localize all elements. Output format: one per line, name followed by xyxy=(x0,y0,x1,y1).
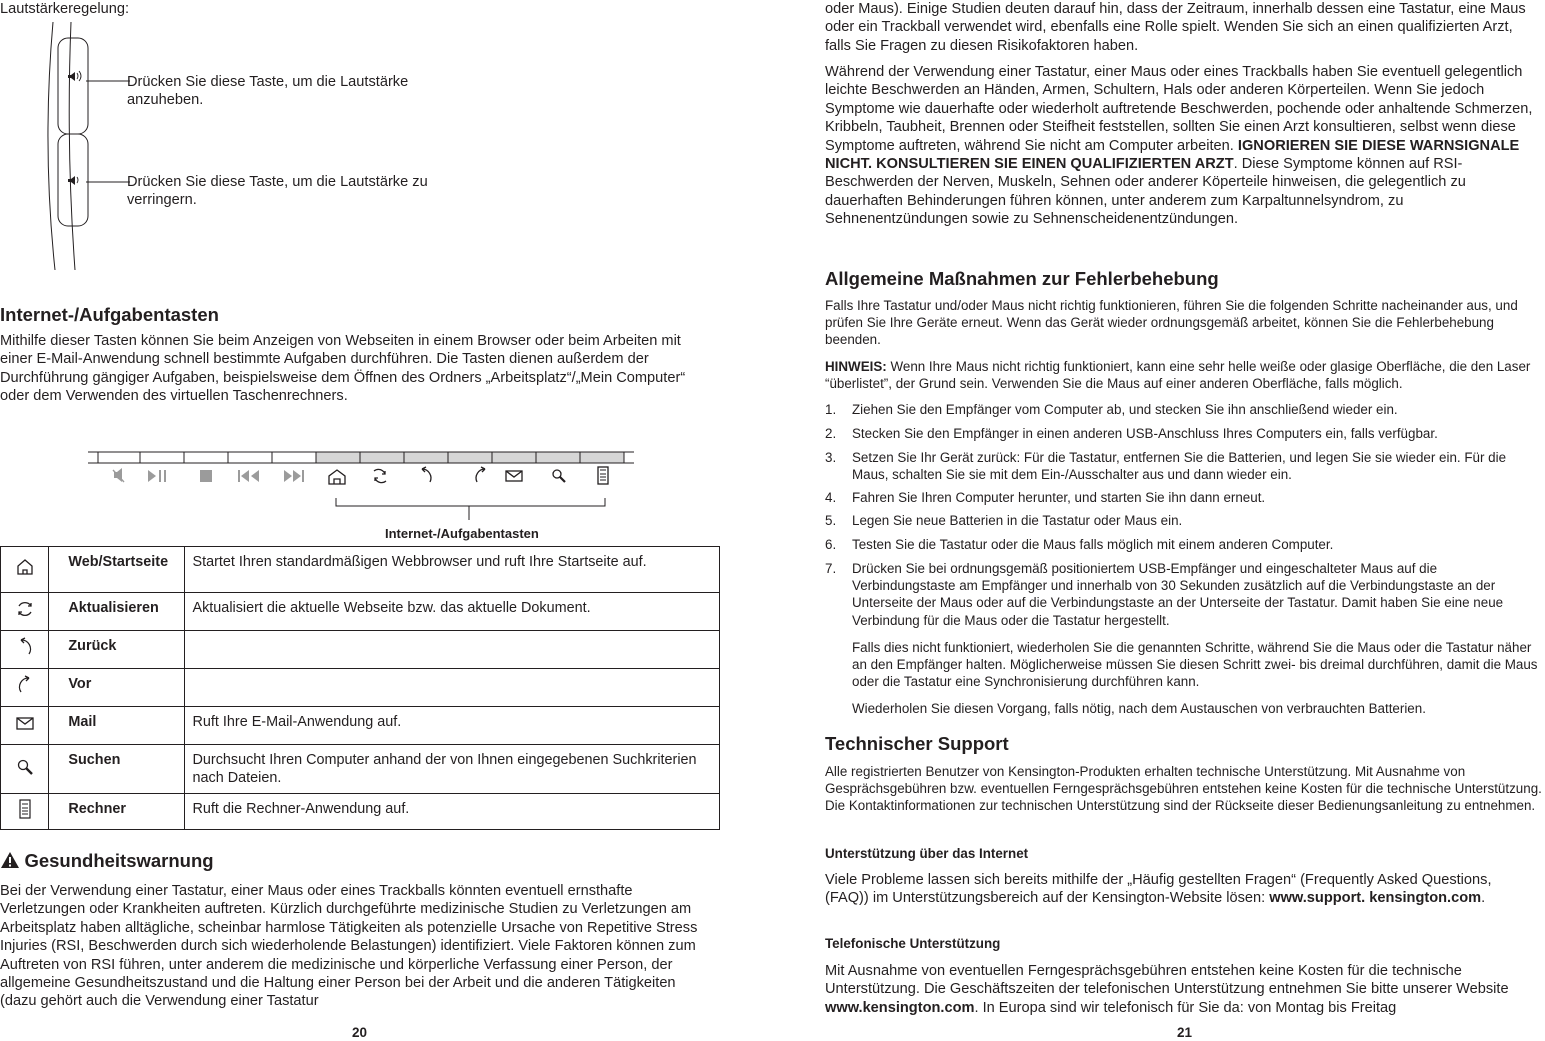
table-key-desc: Aktualisiert die aktuelle Webseite bzw. das aktuelle Dokument. xyxy=(184,593,719,631)
warning-signs-text: Während der Verwendung einer Tastatur, einer Maus oder eines Trackballs haben Sie eventuell gelegentlich leichte Beschwerden an Händen, Armen, Schultern, Hals oder anderen Körperteilen. Wenn Sie jedoch Symptome wie dauerhafte oder wiederholt auftretende Beschwerden, pochende oder anhaltende Schmerzen, Kribbeln, Taubheit, Brennen oder Steifheit feststellen, sollten Sie einen Arzt konsultieren, selbst wenn diese Symptome auftreten, während Sie nicht am Computer arbeiten. IGNORIEREN SIE DIESE WARNSIGNALE NICHT. KONSULTIEREN SIE EINEN QUALIFIZIERTEN ARZT. Diese Symptome können auf RSI-Beschwerden der Nerven, Muskeln, Sehnen oder anderer Köperteile hinweisen, die gelegentlich zu dauerhaften Behinderungen führen können, unter anderem zum Karpaltunnelsyndrom, zu Sehnenentzündungen sowie zu Sehnenscheidenentzündungen. xyxy=(825,64,1533,228)
table-row xyxy=(1,707,720,745)
table-key-desc xyxy=(184,669,719,707)
support-heading: Technischer Support xyxy=(825,733,1009,754)
table-row xyxy=(1,669,720,707)
troubleshooting-heading: Allgemeine Maßnahmen zur Fehlerbehebung xyxy=(825,268,1219,289)
table-key-desc xyxy=(184,631,719,669)
refresh-icon xyxy=(374,469,386,482)
health-heading-row xyxy=(0,850,214,872)
home-icon xyxy=(329,470,345,484)
next-icon xyxy=(284,470,304,482)
search-icon xyxy=(553,470,561,478)
volume-keys-diagram xyxy=(20,22,130,272)
phone-support-text: Mit Ausnahme von eventuellen Ferngesprächsgebühren entstehen keine Kosten für die technische Unterstützung. Die Geschäftszeiten der telefonischen Unterstützung entnehmen Sie bitte unserer Website www.kensington.com. In Europa sind wir telefonisch für Sie da: von Montag bis Freitag xyxy=(825,963,1509,1016)
step7-followup: Falls dies nicht funktioniert, wiederholen Sie die genannten Schritte, während Sie die Maus oder die Tastatur näher an den Empfänger halten. Möglicherweise müssen Sie diesen Schritt zwei- bis dreimal durchführen, damit die Maus oder die Tastatur eine Synchronisierung durchführen kann. xyxy=(852,640,1538,690)
step7-batteries: Wiederholen Sie diesen Vorgang, falls nötig, nach dem Austauschen von verbrauchten Batterien. xyxy=(852,701,1426,716)
forward-icon xyxy=(14,674,36,696)
health-continued-text: oder Maus). Einige Studien deuten darauf hin, dass der Zeitraum, innerhalb dessen eine Tastatur, eine Maus oder ein Trackball verwendet wird, ebenfalls eine Rolle spielt. Wenden Sie sich an einen qualifizierten Arzt, falls Sie Fragen zu diesen Risikofaktoren haben. xyxy=(825,1,1526,54)
previous-icon xyxy=(238,470,259,482)
table-key-desc: Startet Ihren standardmäßigen Webbrowser und ruft Ihre Startseite auf. xyxy=(184,547,719,593)
health-heading: Gesundheitswarnung xyxy=(24,850,214,871)
volume-up-text: Drücken Sie diese Taste, um die Lautstärke anzuheben. xyxy=(127,74,409,109)
internet-support-heading: Unterstützung über das Internet xyxy=(825,846,1029,861)
home-icon xyxy=(14,556,36,578)
troubleshooting-text: Falls Ihre Tastatur und/oder Maus nicht richtig funktionieren, führen Sie die folgenden Schritte nacheinander aus, und prüfen Sie Ihre Geräte erneut. Wenn das Gerät wieder ordnungsgemäß arbeitet, können Sie die Fehlerbehebung beenden. xyxy=(825,298,1518,348)
page-number-right: 21 xyxy=(1177,1025,1193,1040)
table-key-name: Web/Startseite xyxy=(49,547,184,593)
internet-keys-text: Mithilfe dieser Tasten können Sie beim Anzeigen von Webseiten in einem Browser oder beim Arbeiten mit einer E-Mail-Anwendung schnell bestimmte Aufgaben durchführen. Die Tasten dienen außerdem der Durchführung gängiger Aufgaben, beispielsweise dem Öffnen des Ordners „Arbeitsplatz“/„Mein Computer“ oder dem Verwenden des virtuellen Taschenrechners. xyxy=(0,333,686,405)
internet-keys-table xyxy=(0,546,720,830)
note-text: HINWEIS: Wenn Ihre Maus nicht richtig funktioniert, kann eine sehr helle weiße oder glasige Oberfläche, die den Laser “überlistet”, der Grund sein. Verwenden Sie die Maus auf einer anderen Oberfläche, falls möglich. xyxy=(825,359,1531,392)
page-number-left: 20 xyxy=(352,1025,368,1040)
support-link[interactable]: www.support. kensington.com xyxy=(1269,890,1482,907)
phone-support-heading: Telefonische Unterstützung xyxy=(825,936,1001,951)
volume-title: Lautstärkeregelung: xyxy=(0,1,129,17)
note-label: HINWEIS: xyxy=(825,359,887,374)
table-key-name: Aktualisieren xyxy=(49,593,184,631)
table-row xyxy=(1,547,720,593)
website-link[interactable]: www.kensington.com xyxy=(825,999,975,1016)
stop-icon xyxy=(200,470,212,482)
table-row xyxy=(1,631,720,669)
table-key-name: Mail xyxy=(49,707,184,745)
calculator-icon xyxy=(598,467,608,484)
search-icon xyxy=(14,756,36,778)
volume-down-text: Drücken Sie diese Taste, um die Lautstärke zu verringern. xyxy=(127,174,428,209)
table-key-name: Suchen xyxy=(49,745,184,794)
table-key-desc: Durchsucht Ihren Computer anhand der von Ihnen eingegebenen Suchkriterien nach Dateien. xyxy=(184,745,719,794)
table-row xyxy=(1,593,720,631)
table-key-desc: Ruft Ihre E-Mail-Anwendung auf. xyxy=(184,707,719,745)
health-text: Bei der Verwendung einer Tastatur, einer Maus oder eines Trackballs könnten eventuell ernsthafte Verletzungen oder Krankheiten auftreten. Kürzlich durchgeführte medizinische Studien zu Verletzungen am Arbeitsplatz haben alltägliche, scheinbar harmlose Tätigkeiten als potenzielle Ursache von Repetitive Stress Injuries (RSI, Beschwerden durch sich wiederholende Belastungen) identifiziert. Viele Faktoren können zum Auftreten von RSI führen, unter anderem die medizinische und körperliche Verfassung einer Person, der allgemeine Gesundheitszustand und die Haltung einer Person bei der Arbeit und die anderen Tätigkeiten (dazu gehört auch die Verwendung einer Tastatur xyxy=(0,883,698,1010)
table-key-name: Vor xyxy=(49,669,184,707)
warning-icon xyxy=(0,850,20,870)
table-row xyxy=(1,745,720,794)
refresh-icon xyxy=(14,598,36,620)
keyboard-caption: Internet-/Aufgabentasten xyxy=(385,526,539,541)
play-pause-icon xyxy=(148,470,156,482)
back-icon xyxy=(14,636,36,658)
media-icons xyxy=(113,468,304,482)
table-key-name: Rechner xyxy=(49,794,184,830)
table-key-name: Zurück xyxy=(49,631,184,669)
internet-support-text: Viele Probleme lassen sich bereits mithilfe der „Häufig gestellten Fragen“ (Frequently Asked Questions, (FAQ)) im Unterstützungsbereich auf der Kensington-Website lösen: www.support. kensington.com. xyxy=(825,872,1492,907)
keyboard-strip-diagram xyxy=(88,450,636,520)
table-key-desc: Ruft die Rechner-Anwendung auf. xyxy=(184,794,719,830)
mail-icon xyxy=(14,712,36,734)
table-row xyxy=(1,794,720,830)
volume-down-icon xyxy=(68,176,78,185)
calculator-icon xyxy=(14,798,36,820)
internet-keys-heading: Internet-/Aufgabentasten xyxy=(0,304,219,325)
warning-emphasis: IGNORIEREN SIE DIESE WARNSIGNALE NICHT. KONSULTIEREN SIE EINEN QUALIFIZIERTEN ARZT xyxy=(825,137,1520,173)
support-text: Alle registrierten Benutzer von Kensington-Produkten erhalten technische Unterstützung. Mit Ausnahme von Gesprächsgebühren bzw. eventuellen Ferngesprächsgebühren entstehen keine Kosten für die technische Unterstützung. Die Kontaktinformationen zur technischen Unterstützung sind der Rückseite dieser Bedienungsanleitung zu entnehmen. xyxy=(825,764,1542,814)
